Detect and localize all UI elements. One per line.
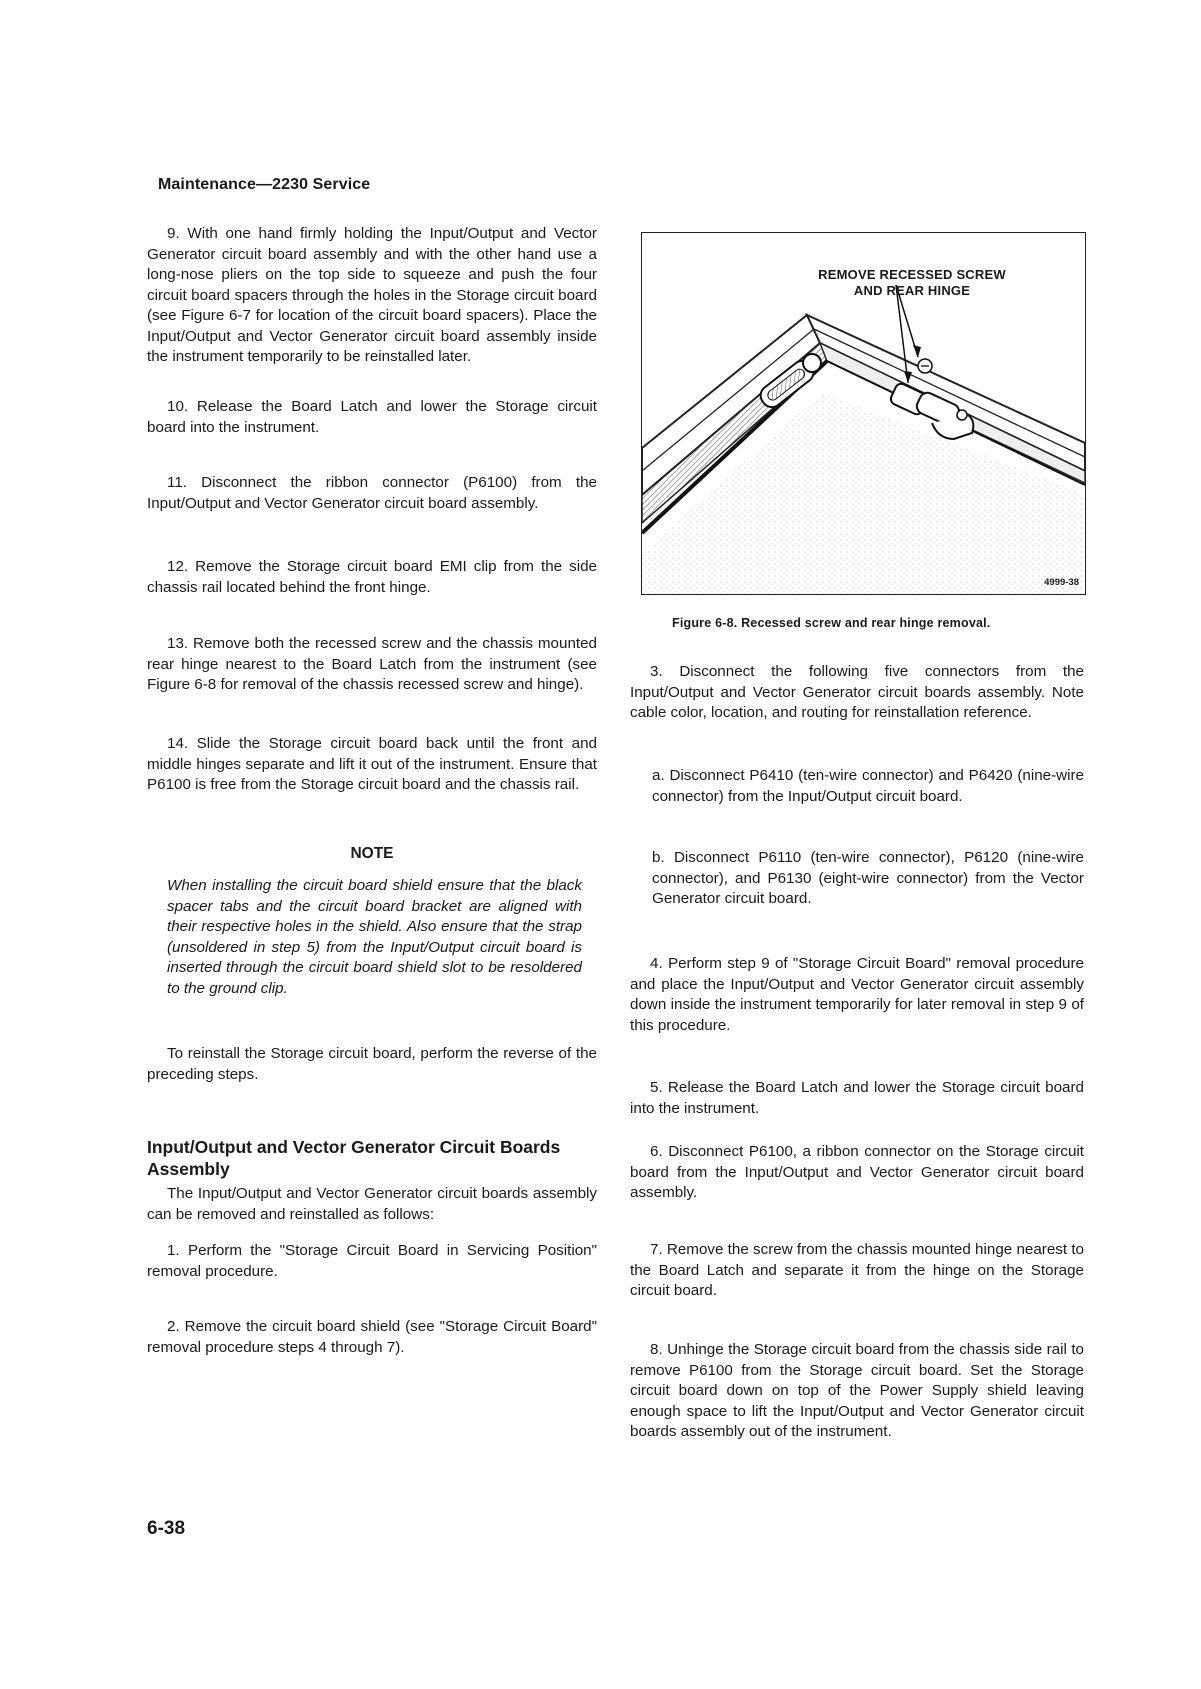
step-9: 9. With one hand firmly holding the Input/Output and Vector Generator circuit board assembly and with the other hand use a long-nose pliers on the top side to squeeze and push the four circuit board spacers through the holes in the Storage circuit board (see Figure 6-7 for location of the circuit board spacers). Place the Input/Output and Vector Generator circuit board assembly inside the instrument temporarily to be reinstalled later. [147, 225, 597, 365]
step-3b: b. Disconnect P6110 (ten-wire connector), P6120 (nine-wire connector), and P6130 (eight-wire connector) from the Vector Generator circuit board. [652, 849, 1084, 907]
note-body: When installing the circuit board shield ensure that the black spacer tabs and the circuit board bracket are aligned with their respective holes in the shield. Also ensure that the strap (unsoldered in step 5) from the Input/Output circuit board is inserted through the circuit board shield slot to be resoldered to the ground clip. [167, 877, 582, 997]
figure-number: 4999-38 [1044, 577, 1079, 588]
note-title: NOTE [350, 845, 394, 862]
figure-callout [812, 267, 1012, 299]
step-14: 14. Slide the Storage circuit board back until the front and middle hinges separate and lift it out of the instrument. Ensure that P6100 is free from the Storage circuit board and the chassis rail. [147, 735, 597, 793]
recessed-screw [918, 359, 932, 373]
page-number: 6-38 [147, 1518, 186, 1539]
step-6: 6. Disconnect P6100, a ribbon connector on the Storage circuit board from the Input/Output and Vector Generator circuit board assembly. [630, 1143, 1084, 1201]
section-heading: Input/Output and Vector Generator Circuit Boards Assembly [147, 1137, 561, 1179]
section-intro: The Input/Output and Vector Generator circuit boards assembly can be removed and reinstalled as follows: [147, 1185, 597, 1223]
step-3: 3. Disconnect the following five connectors from the Input/Output and Vector Generator circuit boards assembly. Note cable color, location, and routing for reinstallation reference. [630, 663, 1084, 721]
figure-caption: Figure 6-8. Recessed screw and rear hinge removal. [672, 616, 991, 630]
step-8: 8. Unhinge the Storage circuit board from the chassis side rail to remove P6100 from the Storage circuit board. Set the Storage circuit board down on top of the Power Supply shield leaving enough space to lift the Input/Output and Vector Generator circuit boards assembly out of the instrument. [630, 1341, 1084, 1440]
step-13: 13. Remove both the recessed screw and the chassis mounted rear hinge nearest to the Board Latch from the instrument (see Figure 6-8 for removal of the chassis recessed screw and hinge). [147, 635, 597, 693]
step-2: 2. Remove the circuit board shield (see "Storage Circuit Board" removal procedure steps 4 through 7). [147, 1318, 597, 1356]
callout-line-2: AND REAR HINGE [853, 283, 971, 298]
step-1: 1. Perform the "Storage Circuit Board in Servicing Position" removal procedure. [147, 1242, 597, 1280]
step-5: 5. Release the Board Latch and lower the Storage circuit board into the instrument. [630, 1079, 1084, 1117]
callout-line-1: REMOVE RECESSED SCREW [818, 267, 1006, 282]
running-head: Maintenance—2230 Service [158, 176, 371, 193]
step-11: 11. Disconnect the ribbon connector (P6100) from the Input/Output and Vector Generator circuit board assembly. [147, 474, 597, 512]
step-4: 4. Perform step 9 of "Storage Circuit Board" removal procedure and place the Input/Output and Vector Generator circuit assembly down inside the instrument temporarily for later removal in step 9 of this procedure. [630, 955, 1084, 1034]
step-7: 7. Remove the screw from the chassis mounted hinge nearest to the Board Latch and separate it from the hinge on the Storage circuit board. [630, 1241, 1084, 1299]
reinstall-paragraph: To reinstall the Storage circuit board, perform the reverse of the preceding steps. [147, 1045, 597, 1083]
step-12: 12. Remove the Storage circuit board EMI clip from the side chassis rail located behind the front hinge. [147, 558, 597, 596]
step-3a: a. Disconnect P6410 (ten-wire connector) and P6420 (nine-wire connector) from the Input/Output circuit board. [652, 767, 1084, 805]
figure-6-8 [641, 232, 1086, 595]
step-10: 10. Release the Board Latch and lower the Storage circuit board into the instrument. [147, 398, 597, 436]
